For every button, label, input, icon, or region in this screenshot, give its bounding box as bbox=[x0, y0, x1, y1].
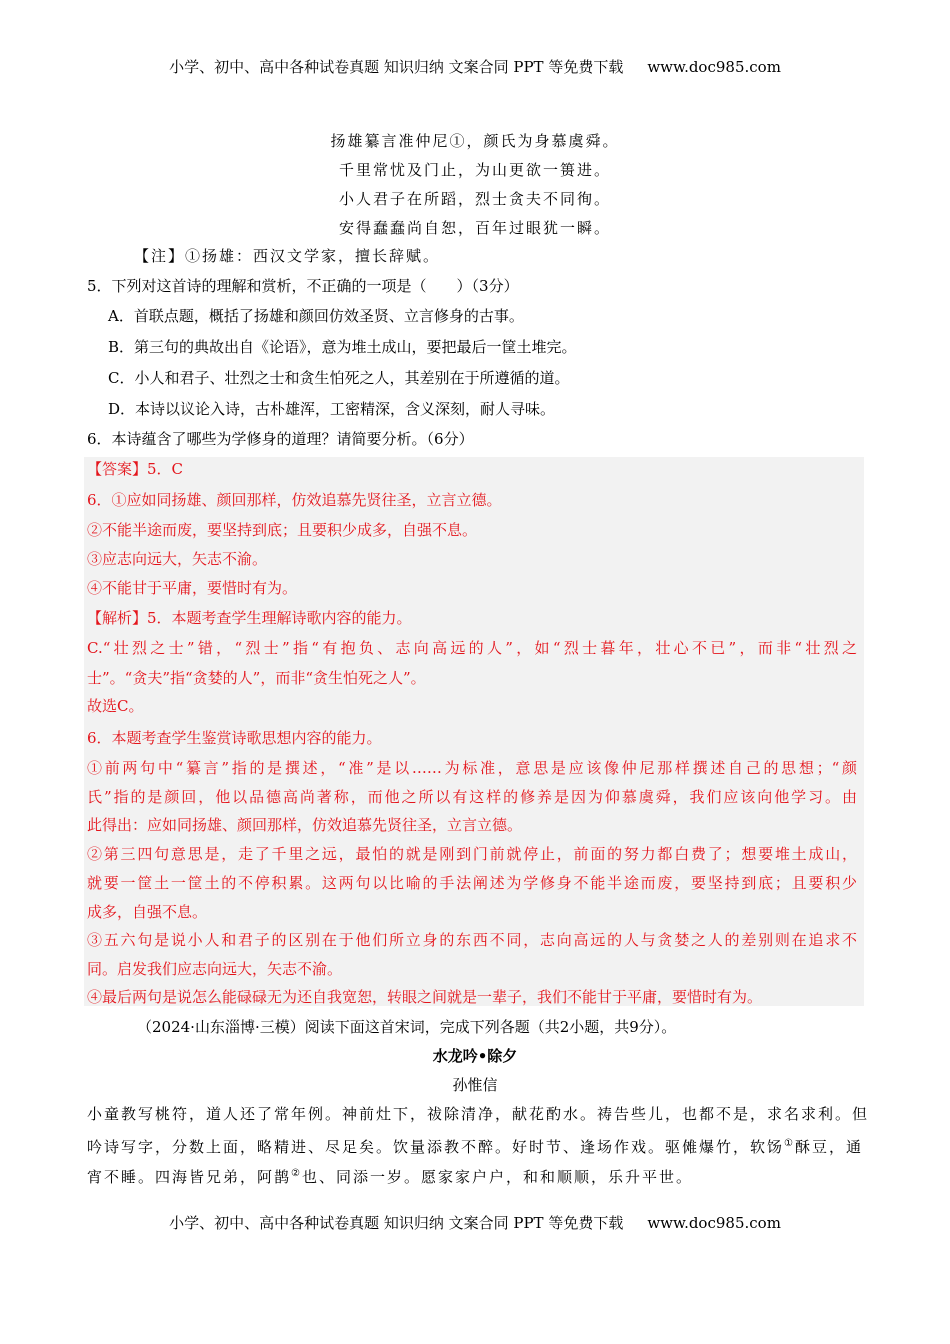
footer-text: 小学、初中、高中各种试卷真题 知识归纳 文案合同 PPT 等免费下载 bbox=[169, 1214, 624, 1232]
answer-line: 6．①应如同扬雄、颜回那样，仿效追慕先贤往圣，立言立德。 bbox=[87, 491, 502, 509]
answer-line: ③五六句是说小人和君子的区别在于他们所立身的东西不同，志向高远的人与贪婪之人的差别则在追求不 bbox=[87, 931, 857, 949]
ci-text: 吟诗写字，分数上面，略精进、尽足矣。饮量添教不醉。好时节、逢场作戏。驱傩爆竹，软饧 bbox=[87, 1138, 785, 1156]
poem-note: 【注】①扬雄：西汉文学家，擅长辞赋。 bbox=[134, 247, 441, 265]
ci-text: 酥豆，通 bbox=[794, 1138, 863, 1156]
answer-line: ①前两句中“纂言”指的是撰述，“准”是以……为标准，意思是应该像仲尼那样撰述自己的思想；“颜 bbox=[87, 759, 857, 777]
answer-line: 士”。“贪夫”指“贪婪的人”，而非“贪生怕死之人”。 bbox=[87, 669, 426, 687]
answer-line: 成多，自强不息。 bbox=[87, 903, 208, 921]
page-footer bbox=[0, 1213, 950, 1233]
answer-line: ④不能甘于平庸，要惜时有为。 bbox=[87, 579, 298, 597]
answer-line: C.“壮烈之士”错，“烈士”指“有抱负、志向高远的人”，如“烈士暮年，壮心不已”，而非“壮烈之 bbox=[87, 639, 857, 657]
option-d: D．本诗以议论入诗，古朴雄浑，工密精深，含义深刻，耐人寻味。 bbox=[108, 400, 556, 418]
ci-line bbox=[87, 1104, 870, 1124]
page-header bbox=[0, 57, 950, 77]
answer-line: 氏”指的是颜回，他以品德高尚著称，而他之所以有这样的修养是因为仰慕虞舜，我们应该向他学习。由 bbox=[87, 788, 857, 806]
ci-text: 小童教写桃符，道人还了常年例。神前灶下，祓除清净，献花酌水。祷告些儿，也都不是，求名求利。但 bbox=[87, 1105, 870, 1123]
poem-line: 千里常忧及门止，为山更欲一篑进。 bbox=[338, 161, 611, 179]
ci-author: 孙惟信 bbox=[452, 1076, 498, 1094]
option-c: C．小人和君子、壮烈之士和贪生怕死之人，其差别在于所遵循的道。 bbox=[108, 369, 570, 387]
answer-line: 故选C。 bbox=[87, 697, 144, 715]
answer-line: 6．本题考查学生鉴赏诗歌思想内容的能力。 bbox=[87, 729, 382, 747]
answer-line: 此得出：应如同扬雄、颜回那样，仿效追慕先贤往圣，立言立德。 bbox=[87, 816, 523, 834]
answer-line: 【答案】5．C bbox=[87, 460, 184, 478]
footnote-marker: ② bbox=[291, 1168, 302, 1179]
poem-line: 扬雄纂言准仲尼①，颜氏为身慕虞舜。 bbox=[330, 132, 620, 150]
answer-line: 就要一筐土一筐土的不停积累。这两句以比喻的手法阐述为学修身不能半途而废，要坚持到底；且要积少 bbox=[87, 874, 857, 892]
answer-line: ②第三四句意思是，走了千里之远，最怕的就是刚到门前就停止，前面的努力都白费了；想要堆土成山， bbox=[87, 845, 857, 863]
poem-line: 小人君子在所蹈，烈士贪夫不同徇。 bbox=[338, 190, 611, 208]
answer-line: ③应志向远大，矢志不渝。 bbox=[87, 550, 268, 568]
question-5: 5．下列对这首诗的理解和赏析，不正确的一项是（ ）（3分） bbox=[87, 277, 519, 295]
footer-url[interactable]: www.doc985.com bbox=[647, 1214, 781, 1232]
poem-line: 安得蠢蠢尚自恕，百年过眼犹一瞬。 bbox=[338, 219, 611, 237]
option-b: B．第三句的典故出自《论语》，意为堆土成山，要把最后一筐土堆完。 bbox=[108, 338, 577, 356]
ci-text: 宵不睡。四海皆兄弟，阿鹊 bbox=[87, 1168, 292, 1186]
ci-line bbox=[87, 1164, 693, 1187]
option-a: A．首联点题，概括了扬雄和颜回仿效圣贤、立言修身的古事。 bbox=[108, 307, 524, 325]
answer-line: 【解析】5．本题考查学生理解诗歌内容的能力。 bbox=[87, 609, 412, 627]
next-source: （2024·山东淄博·三模）阅读下面这首宋词，完成下列各题（共2小题，共9分）。 bbox=[137, 1018, 677, 1036]
ci-text: 也、同添一岁。愿家家户户，和和顺顺，乐升平世。 bbox=[301, 1168, 693, 1186]
ci-title: 水龙吟•除夕 bbox=[432, 1047, 518, 1065]
question-6: 6．本诗蕴含了哪些为学修身的道理？请简要分析。（6分） bbox=[87, 430, 474, 448]
footnote-marker: ① bbox=[784, 1138, 795, 1149]
answer-line: ④最后两句是说怎么能碌碌无为还自我宽恕，转眼之间就是一辈子，我们不能甘于平庸，要惜时有为。 bbox=[87, 988, 763, 1006]
header-text: 小学、初中、高中各种试卷真题 知识归纳 文案合同 PPT 等免费下载 bbox=[169, 58, 624, 76]
answer-line: 同。启发我们应志向远大，矢志不渝。 bbox=[87, 960, 343, 978]
header-url[interactable]: www.doc985.com bbox=[647, 58, 781, 76]
ci-line bbox=[87, 1134, 863, 1157]
answer-line: ②不能半途而废，要坚持到底；且要积少成多，自强不息。 bbox=[87, 521, 478, 539]
